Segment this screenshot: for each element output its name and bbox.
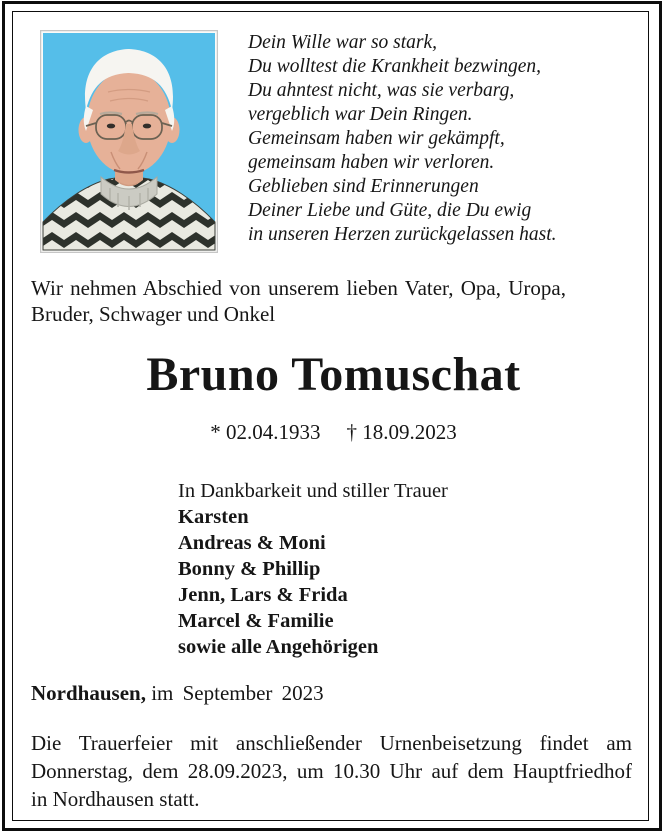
poem-line: in unseren Herzen zurückgelassen hast. — [248, 224, 557, 245]
poem-line: vergeblich war Dein Ringen. — [248, 104, 473, 125]
mourner-name: sowie alle Angehörigen — [178, 636, 379, 658]
birth-date: * 02.04.1933 — [210, 420, 321, 444]
farewell-line: Wir nehmen Abschied von unserem lieben Vater, Opa, Uropa, — [31, 276, 566, 300]
funeral-line: in Nordhausen statt. — [31, 787, 200, 811]
mourner-name: Karsten — [178, 506, 249, 528]
mourner-name: Jenn, Lars & Frida — [178, 584, 348, 606]
funeral-line: Donnerstag, dem 28.09.2023, um 10.30 Uhr auf dem Hauptfriedhof — [31, 759, 632, 783]
life-dates — [0, 419, 667, 445]
date-text: im September 2023 — [151, 681, 324, 705]
left-eye — [107, 124, 115, 129]
farewell-line: Bruder, Schwager und Onkel — [31, 302, 276, 326]
memorial-poem — [248, 31, 648, 247]
portrait-photo-illustration — [40, 30, 218, 253]
right-eye — [143, 124, 151, 129]
mourner-name: Bonny & Phillip — [178, 558, 321, 580]
mourner-name: Andreas & Moni — [178, 532, 326, 554]
mourners-block — [178, 478, 448, 660]
death-date: † 18.09.2023 — [346, 420, 457, 444]
poem-line: gemeinsam haben wir verloren. — [248, 152, 495, 173]
poem-line: Geblieben sind Erinnerungen — [248, 176, 479, 197]
place-name: Nordhausen, — [31, 681, 146, 705]
funeral-line: Die Trauerfeier mit anschließender Urnenbeisetzung findet am — [31, 731, 632, 755]
mourners-intro: In Dankbarkeit und stiller Trauer — [178, 480, 448, 502]
poem-line: Dein Wille war so stark, — [248, 32, 438, 53]
poem-line: Deiner Liebe und Güte, die Du ewig — [248, 200, 532, 221]
poem-line: Du wolltest die Krankheit bezwingen, — [248, 56, 542, 77]
place-date-line — [31, 680, 324, 706]
funeral-info-paragraph — [31, 729, 632, 813]
poem-line: Gemeinsam haben wir gekämpft, — [248, 128, 505, 149]
farewell-paragraph — [31, 275, 566, 327]
deceased-name: Bruno Tomuschat — [146, 348, 521, 401]
portrait-photo — [40, 30, 218, 253]
poem-line: Du ahntest nicht, was sie verbarg, — [248, 80, 515, 101]
mourner-name: Marcel & Familie — [178, 610, 334, 632]
face — [87, 70, 171, 174]
